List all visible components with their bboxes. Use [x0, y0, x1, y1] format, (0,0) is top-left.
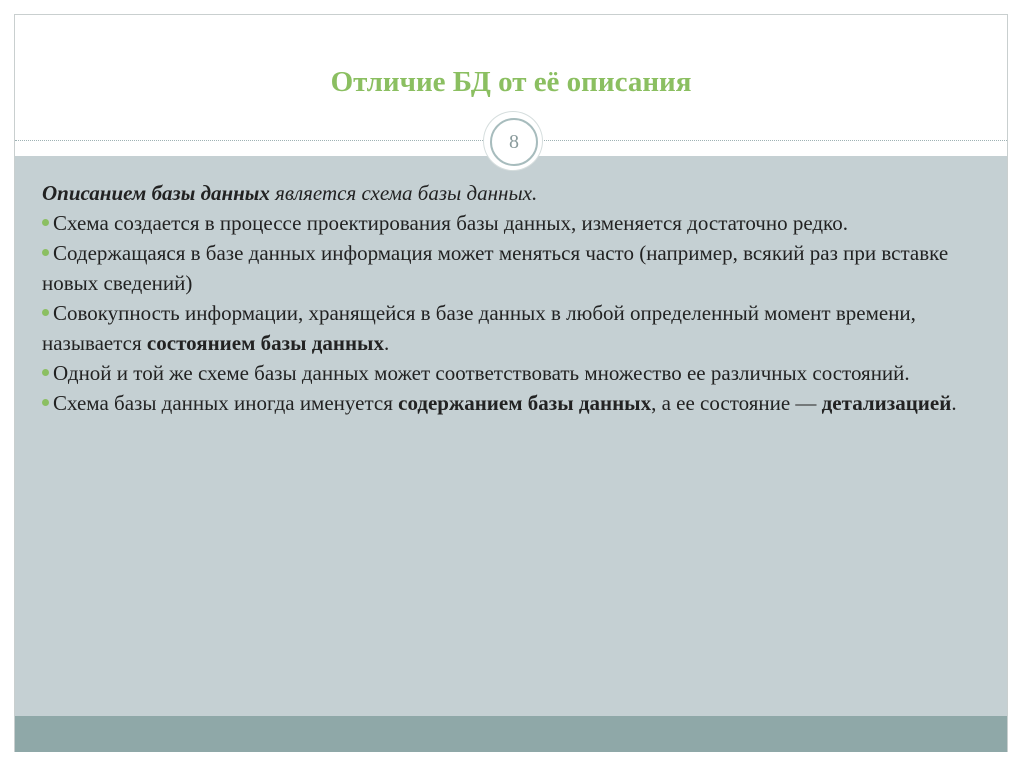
- bullet-bold-term: содержанием базы данных: [398, 391, 652, 415]
- bullet-text: Одной и той же схеме базы данных может соответствовать множество ее различных состояний.: [53, 361, 910, 385]
- bullet-text: Совокупность информации, хранящейся в базе данных в любой определенный момент времени, называется: [42, 301, 916, 355]
- bullet-text: Содержащаяся в базе данных информация может меняться часто (например, всякий раз при вставке новых сведений): [42, 241, 949, 295]
- bullet-text: Схема создается в процессе проектирования базы данных, изменяется достаточно редко.: [53, 211, 848, 235]
- bullet-item: [42, 238, 992, 298]
- bullet-bold-term: состоянием базы данных: [146, 331, 384, 355]
- bullet-icon: [42, 369, 49, 376]
- footer-bar: [15, 716, 1007, 752]
- bullet-text: Схема базы данных иногда именуется: [53, 391, 399, 415]
- bullet-item: [42, 388, 992, 418]
- slide-body: [42, 178, 992, 418]
- bullet-icon: [42, 399, 49, 406]
- bullet-text-end: .: [951, 391, 957, 415]
- bullet-text-end: .: [383, 331, 390, 355]
- page-number: 8: [490, 118, 538, 166]
- bullet-icon: [42, 219, 49, 226]
- slide-title: Отличие БД от её описания: [330, 66, 692, 98]
- intro-rest: является схема базы данных.: [269, 181, 538, 205]
- bullet-item: [42, 298, 992, 358]
- intro-paragraph: [42, 178, 992, 208]
- bullet-item: [42, 208, 992, 238]
- bullet-item: [42, 358, 992, 388]
- page-number-badge: [484, 112, 542, 170]
- bullet-bold-term: детализацией: [821, 391, 952, 415]
- bullet-text-mid: , а ее состояние —: [651, 391, 822, 415]
- intro-bold: Описанием базы данных: [42, 181, 270, 205]
- bullet-icon: [42, 309, 49, 316]
- bullet-icon: [42, 249, 49, 256]
